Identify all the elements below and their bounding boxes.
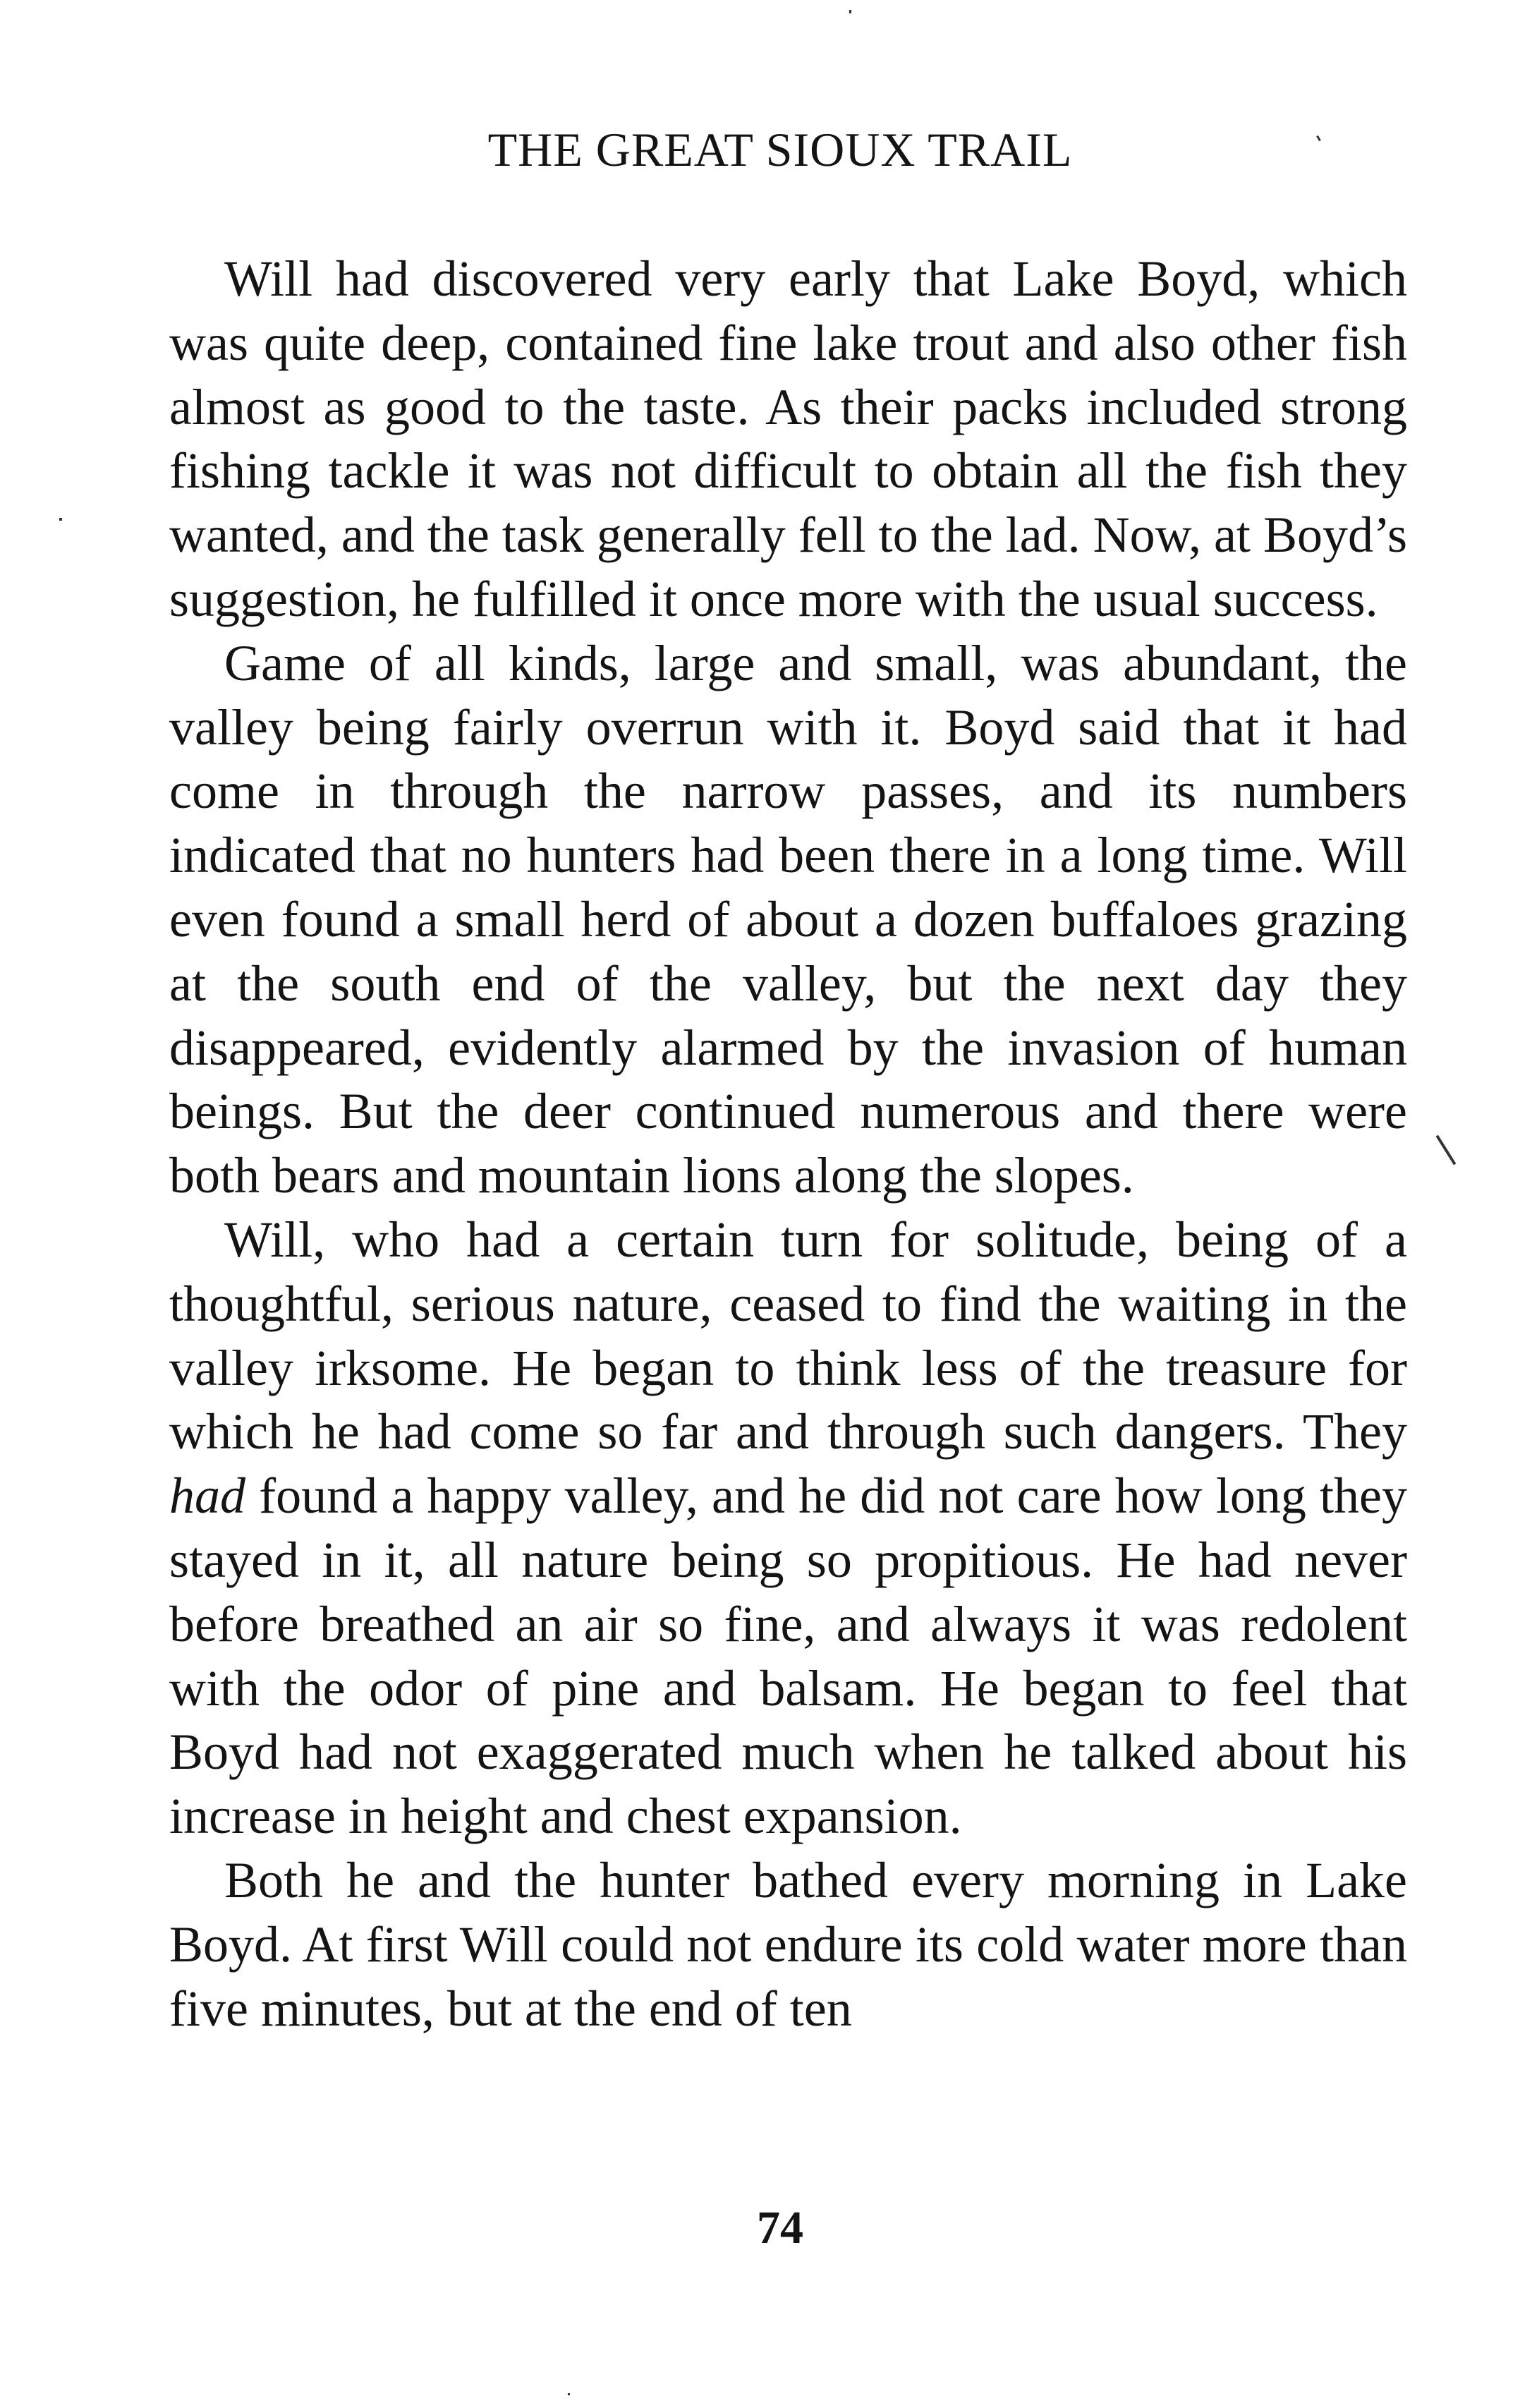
scan-speck	[849, 10, 851, 13]
body-text	[169, 247, 1407, 2040]
page-number: 74	[757, 2202, 803, 2253]
paragraph-3-italic-word: had	[169, 1468, 245, 1525]
scan-speck	[59, 518, 62, 521]
paragraph-3	[169, 1208, 1407, 1849]
scan-speck	[568, 2393, 570, 2395]
paragraph-1: Will had discovered very early that Lake Boyd, which was quite deep, contained fine lake trout and also other fish almost as good to the taste. As their packs included strong fishing tackle it was not difficult to obtain all the fish they wanted, and the task generally fell to the lad. Now, at Boyd’s suggestion, he fulfilled it once more with the usual success.	[169, 250, 1407, 627]
paragraph-2: Game of all kinds, large and small, was abundant, the valley being fairly overrun with it. Boyd said that it had come in through the narrow passes, and its numbers indicated that no hunters had been there in a long time. Will even found a small herd of about a dozen buffaloes grazing at the south end of the valley, but the next day they disappeared, evidently alarmed by the invasion of human beings. But the deer continued numerous and there were both bears and mountain lions along the slopes.	[169, 634, 1407, 1204]
paragraph-4: Both he and the hunter bathed every morning in Lake Boyd. At first Will could not endure its cold water more than five minutes, but at the end of ten	[169, 1851, 1407, 2037]
paragraph-3-text-after: found a happy valley, and he did not care how long they stayed in it, all nature being so propitious. He had never before breathed an air so fine, and always it was redolent with the odor of pine and balsam. He began to feel that Boyd had not exaggerated much when he talked about his increase in height and chest expansion.	[169, 1468, 1407, 1845]
running-head: THE GREAT SIOUX TRAIL	[487, 123, 1073, 176]
scan-speck	[1436, 1135, 1457, 1166]
paragraph-3-text-before: Will, who had a certain turn for solitude, being of a thoughtful, serious nature, ceased to find the waiting in the valley irksome. He began to think less of the treasure for which he had come so far and through such dangers. They	[169, 1211, 1407, 1460]
